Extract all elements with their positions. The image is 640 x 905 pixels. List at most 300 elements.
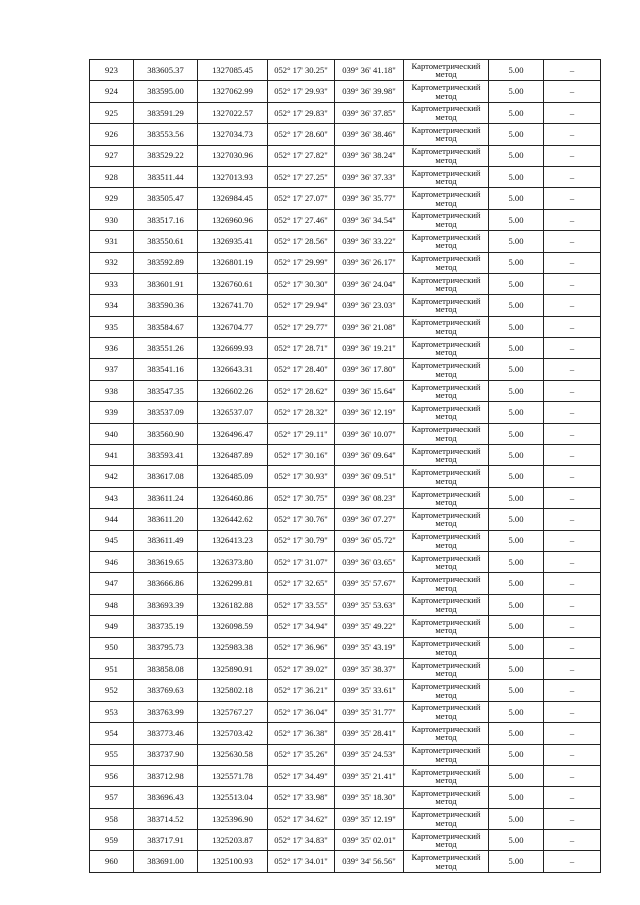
cell-latitude: 052° 17' 30.25" [268,60,335,81]
cell-x-coordinate: 383611.20 [134,509,198,530]
cell-x-coordinate: 383551.26 [134,338,198,359]
cell-x-coordinate: 383529.22 [134,145,198,166]
cell-longitude: 039° 34' 56.56" [335,851,404,872]
cell-latitude: 052° 17' 28.32" [268,402,335,423]
table-row [90,145,601,166]
cell-note: – [544,723,601,744]
cell-y-coordinate: 1325802.18 [198,680,268,701]
cell-latitude: 052° 17' 27.82" [268,145,335,166]
cell-note: – [544,359,601,380]
cell-note: – [544,166,601,187]
cell-y-coordinate: 1326704.77 [198,316,268,337]
cell-x-coordinate: 383712.98 [134,765,198,786]
cell-latitude: 052° 17' 36.04" [268,701,335,722]
cell-accuracy: 5.00 [489,231,544,252]
cell-note: – [544,509,601,530]
cell-note: – [544,765,601,786]
cell-accuracy: 5.00 [489,60,544,81]
cell-longitude: 039° 35' 33.61" [335,680,404,701]
cell-accuracy: 5.00 [489,124,544,145]
cell-note: – [544,616,601,637]
table-row [90,637,601,658]
cell-longitude: 039° 36' 37.85" [335,102,404,123]
cell-accuracy: 5.00 [489,209,544,230]
cell-x-coordinate: 383763.99 [134,701,198,722]
cell-point-number: 934 [90,295,134,316]
table-row [90,102,601,123]
cell-latitude: 052° 17' 29.83" [268,102,335,123]
cell-longitude: 039° 35' 12.19" [335,808,404,829]
cell-y-coordinate: 1325203.87 [198,830,268,851]
cell-method: Картометрический метод [404,359,489,380]
cell-method: Картометрический метод [404,295,489,316]
cell-longitude: 039° 36' 34.54" [335,209,404,230]
cell-method: Картометрический метод [404,637,489,658]
cell-latitude: 052° 17' 36.38" [268,723,335,744]
table-row [90,551,601,572]
cell-point-number: 950 [90,637,134,658]
cell-accuracy: 5.00 [489,252,544,273]
cell-method: Картометрический метод [404,231,489,252]
coordinates-table [89,59,601,873]
cell-longitude: 039° 36' 24.04" [335,273,404,294]
cell-longitude: 039° 36' 17.80" [335,359,404,380]
cell-y-coordinate: 1326098.59 [198,616,268,637]
cell-y-coordinate: 1327062.99 [198,81,268,102]
cell-longitude: 039° 36' 33.22" [335,231,404,252]
cell-accuracy: 5.00 [489,81,544,102]
cell-point-number: 947 [90,573,134,594]
cell-point-number: 928 [90,166,134,187]
cell-longitude: 039° 36' 41.18" [335,60,404,81]
cell-point-number: 960 [90,851,134,872]
cell-longitude: 039° 35' 57.67" [335,573,404,594]
cell-method: Картометрический метод [404,658,489,679]
cell-latitude: 052° 17' 29.11" [268,423,335,444]
cell-y-coordinate: 1327013.93 [198,166,268,187]
cell-accuracy: 5.00 [489,551,544,572]
cell-point-number: 927 [90,145,134,166]
cell-method: Картометрический метод [404,851,489,872]
cell-longitude: 039° 36' 12.19" [335,402,404,423]
cell-x-coordinate: 383537.09 [134,402,198,423]
cell-x-coordinate: 383590.36 [134,295,198,316]
cell-point-number: 957 [90,787,134,808]
cell-y-coordinate: 1326460.86 [198,487,268,508]
cell-y-coordinate: 1326760.61 [198,273,268,294]
cell-method: Картометрический метод [404,830,489,851]
cell-x-coordinate: 383550.61 [134,231,198,252]
cell-x-coordinate: 383595.00 [134,81,198,102]
cell-note: – [544,124,601,145]
cell-longitude: 039° 35' 53.63" [335,594,404,615]
cell-note: – [544,338,601,359]
cell-x-coordinate: 383769.63 [134,680,198,701]
table-row [90,209,601,230]
cell-point-number: 925 [90,102,134,123]
cell-latitude: 052° 17' 30.16" [268,445,335,466]
table-row [90,808,601,829]
cell-accuracy: 5.00 [489,701,544,722]
cell-accuracy: 5.00 [489,851,544,872]
table-row [90,723,601,744]
cell-x-coordinate: 383605.37 [134,60,198,81]
cell-accuracy: 5.00 [489,787,544,808]
cell-x-coordinate: 383858.08 [134,658,198,679]
cell-x-coordinate: 383693.39 [134,594,198,615]
cell-y-coordinate: 1327085.45 [198,60,268,81]
cell-point-number: 959 [90,830,134,851]
cell-accuracy: 5.00 [489,487,544,508]
cell-y-coordinate: 1327030.96 [198,145,268,166]
cell-accuracy: 5.00 [489,573,544,594]
cell-method: Картометрический метод [404,316,489,337]
cell-accuracy: 5.00 [489,530,544,551]
cell-x-coordinate: 383611.24 [134,487,198,508]
cell-y-coordinate: 1326699.93 [198,338,268,359]
table-row [90,487,601,508]
cell-y-coordinate: 1325100.93 [198,851,268,872]
cell-note: – [544,295,601,316]
cell-latitude: 052° 17' 34.62" [268,808,335,829]
cell-method: Картометрический метод [404,145,489,166]
cell-longitude: 039° 36' 23.03" [335,295,404,316]
cell-point-number: 948 [90,594,134,615]
cell-x-coordinate: 383560.90 [134,423,198,444]
cell-accuracy: 5.00 [489,466,544,487]
cell-method: Картометрический метод [404,402,489,423]
cell-x-coordinate: 383717.91 [134,830,198,851]
cell-method: Картометрический метод [404,594,489,615]
cell-x-coordinate: 383541.16 [134,359,198,380]
cell-method: Картометрический метод [404,701,489,722]
cell-accuracy: 5.00 [489,380,544,401]
cell-accuracy: 5.00 [489,445,544,466]
cell-longitude: 039° 35' 38.37" [335,658,404,679]
cell-x-coordinate: 383666.86 [134,573,198,594]
cell-method: Картометрический метод [404,380,489,401]
cell-y-coordinate: 1326643.31 [198,359,268,380]
cell-longitude: 039° 35' 21.41" [335,765,404,786]
cell-point-number: 953 [90,701,134,722]
table-row [90,765,601,786]
cell-accuracy: 5.00 [489,102,544,123]
cell-longitude: 039° 36' 39.98" [335,81,404,102]
cell-note: – [544,316,601,337]
cell-method: Картометрический метод [404,765,489,786]
cell-method: Картометрический метод [404,680,489,701]
cell-latitude: 052° 17' 29.99" [268,252,335,273]
cell-y-coordinate: 1326485.09 [198,466,268,487]
cell-note: – [544,145,601,166]
cell-note: – [544,60,601,81]
cell-latitude: 052° 17' 27.25" [268,166,335,187]
cell-x-coordinate: 383619.65 [134,551,198,572]
cell-latitude: 052° 17' 30.75" [268,487,335,508]
cell-y-coordinate: 1327034.73 [198,124,268,145]
cell-note: – [544,273,601,294]
cell-method: Картометрический метод [404,551,489,572]
cell-x-coordinate: 383773.46 [134,723,198,744]
cell-accuracy: 5.00 [489,658,544,679]
cell-y-coordinate: 1325571.78 [198,765,268,786]
cell-x-coordinate: 383696.43 [134,787,198,808]
cell-y-coordinate: 1325983.38 [198,637,268,658]
cell-longitude: 039° 36' 21.08" [335,316,404,337]
cell-x-coordinate: 383591.29 [134,102,198,123]
cell-y-coordinate: 1326496.47 [198,423,268,444]
table-row [90,359,601,380]
cell-latitude: 052° 17' 30.79" [268,530,335,551]
cell-y-coordinate: 1326960.96 [198,209,268,230]
cell-latitude: 052° 17' 31.07" [268,551,335,572]
cell-y-coordinate: 1326413.23 [198,530,268,551]
cell-point-number: 937 [90,359,134,380]
cell-latitude: 052° 17' 29.93" [268,81,335,102]
table-row [90,60,601,81]
cell-note: – [544,594,601,615]
cell-latitude: 052° 17' 32.65" [268,573,335,594]
table-row [90,166,601,187]
cell-note: – [544,102,601,123]
cell-note: – [544,380,601,401]
cell-note: – [544,551,601,572]
table-row [90,338,601,359]
cell-note: – [544,680,601,701]
cell-latitude: 052° 17' 36.96" [268,637,335,658]
cell-note: – [544,658,601,679]
cell-latitude: 052° 17' 29.94" [268,295,335,316]
table-row [90,380,601,401]
cell-longitude: 039° 36' 15.64" [335,380,404,401]
table-row [90,744,601,765]
cell-x-coordinate: 383505.47 [134,188,198,209]
cell-y-coordinate: 1325767.27 [198,701,268,722]
table-row [90,573,601,594]
table-row [90,616,601,637]
cell-y-coordinate: 1327022.57 [198,102,268,123]
cell-latitude: 052° 17' 34.49" [268,765,335,786]
cell-y-coordinate: 1325890.91 [198,658,268,679]
cell-note: – [544,466,601,487]
table-row [90,787,601,808]
cell-latitude: 052° 17' 28.62" [268,380,335,401]
cell-note: – [544,701,601,722]
cell-point-number: 949 [90,616,134,637]
cell-note: – [544,402,601,423]
cell-method: Картометрический метод [404,808,489,829]
cell-latitude: 052° 17' 30.30" [268,273,335,294]
cell-note: – [544,81,601,102]
cell-y-coordinate: 1326487.89 [198,445,268,466]
cell-y-coordinate: 1326602.26 [198,380,268,401]
cell-longitude: 039° 35' 28.41" [335,723,404,744]
table-row [90,273,601,294]
table-row [90,252,601,273]
cell-x-coordinate: 383714.52 [134,808,198,829]
cell-accuracy: 5.00 [489,295,544,316]
cell-accuracy: 5.00 [489,166,544,187]
cell-accuracy: 5.00 [489,765,544,786]
cell-x-coordinate: 383691.00 [134,851,198,872]
cell-latitude: 052° 17' 29.77" [268,316,335,337]
cell-point-number: 940 [90,423,134,444]
cell-latitude: 052° 17' 34.01" [268,851,335,872]
cell-method: Картометрический метод [404,744,489,765]
cell-latitude: 052° 17' 27.07" [268,188,335,209]
cell-accuracy: 5.00 [489,744,544,765]
cell-longitude: 039° 35' 18.30" [335,787,404,808]
cell-latitude: 052° 17' 34.83" [268,830,335,851]
cell-method: Картометрический метод [404,616,489,637]
cell-accuracy: 5.00 [489,359,544,380]
cell-method: Картометрический метод [404,466,489,487]
cell-note: – [544,209,601,230]
cell-latitude: 052° 17' 34.94" [268,616,335,637]
cell-accuracy: 5.00 [489,273,544,294]
cell-accuracy: 5.00 [489,509,544,530]
cell-accuracy: 5.00 [489,316,544,337]
table-row [90,295,601,316]
cell-longitude: 039° 36' 19.21" [335,338,404,359]
cell-method: Картометрический метод [404,102,489,123]
cell-x-coordinate: 383593.41 [134,445,198,466]
cell-point-number: 951 [90,658,134,679]
cell-x-coordinate: 383601.91 [134,273,198,294]
cell-y-coordinate: 1326182.88 [198,594,268,615]
cell-note: – [544,744,601,765]
table-row [90,423,601,444]
cell-longitude: 039° 36' 38.46" [335,124,404,145]
cell-point-number: 958 [90,808,134,829]
cell-point-number: 929 [90,188,134,209]
cell-longitude: 039° 35' 31.77" [335,701,404,722]
cell-latitude: 052° 17' 28.40" [268,359,335,380]
cell-longitude: 039° 36' 03.65" [335,551,404,572]
cell-method: Картометрический метод [404,252,489,273]
cell-method: Картометрический метод [404,423,489,444]
cell-point-number: 945 [90,530,134,551]
cell-x-coordinate: 383547.35 [134,380,198,401]
cell-point-number: 930 [90,209,134,230]
cell-y-coordinate: 1325630.58 [198,744,268,765]
cell-method: Картометрический метод [404,60,489,81]
cell-accuracy: 5.00 [489,808,544,829]
cell-latitude: 052° 17' 27.46" [268,209,335,230]
cell-latitude: 052° 17' 28.71" [268,338,335,359]
cell-x-coordinate: 383737.90 [134,744,198,765]
cell-longitude: 039° 35' 24.53" [335,744,404,765]
cell-x-coordinate: 383584.67 [134,316,198,337]
table-row [90,851,601,872]
cell-note: – [544,487,601,508]
cell-point-number: 946 [90,551,134,572]
cell-note: – [544,188,601,209]
cell-x-coordinate: 383617.08 [134,466,198,487]
cell-x-coordinate: 383735.19 [134,616,198,637]
cell-note: – [544,830,601,851]
cell-point-number: 954 [90,723,134,744]
cell-y-coordinate: 1325513.04 [198,787,268,808]
cell-note: – [544,231,601,252]
cell-x-coordinate: 383611.49 [134,530,198,551]
table-row [90,231,601,252]
cell-point-number: 923 [90,60,134,81]
cell-x-coordinate: 383553.56 [134,124,198,145]
cell-latitude: 052° 17' 30.93" [268,466,335,487]
cell-point-number: 938 [90,380,134,401]
cell-accuracy: 5.00 [489,188,544,209]
cell-longitude: 039° 35' 43.19" [335,637,404,658]
cell-y-coordinate: 1326373.80 [198,551,268,572]
table-row [90,402,601,423]
cell-longitude: 039° 35' 49.22" [335,616,404,637]
table-row [90,594,601,615]
cell-longitude: 039° 36' 07.27" [335,509,404,530]
cell-y-coordinate: 1326935.41 [198,231,268,252]
cell-method: Картометрический метод [404,124,489,145]
cell-x-coordinate: 383511.44 [134,166,198,187]
cell-point-number: 933 [90,273,134,294]
cell-point-number: 956 [90,765,134,786]
table-row [90,188,601,209]
cell-method: Картометрический метод [404,166,489,187]
cell-note: – [544,530,601,551]
table-row [90,316,601,337]
cell-method: Картометрический метод [404,209,489,230]
cell-note: – [544,573,601,594]
cell-accuracy: 5.00 [489,830,544,851]
cell-longitude: 039° 36' 37.33" [335,166,404,187]
cell-accuracy: 5.00 [489,616,544,637]
cell-method: Картометрический метод [404,530,489,551]
coordinates-table-body [90,60,601,873]
table-row [90,701,601,722]
table-row [90,658,601,679]
cell-point-number: 941 [90,445,134,466]
cell-longitude: 039° 36' 05.72" [335,530,404,551]
cell-longitude: 039° 36' 10.07" [335,423,404,444]
cell-y-coordinate: 1326984.45 [198,188,268,209]
table-row [90,530,601,551]
table-row [90,445,601,466]
cell-method: Картометрический метод [404,188,489,209]
cell-latitude: 052° 17' 39.02" [268,658,335,679]
cell-point-number: 936 [90,338,134,359]
cell-y-coordinate: 1325396.90 [198,808,268,829]
cell-note: – [544,423,601,444]
cell-note: – [544,851,601,872]
table-row [90,830,601,851]
cell-point-number: 944 [90,509,134,530]
cell-point-number: 932 [90,252,134,273]
cell-method: Картометрический метод [404,445,489,466]
cell-method: Картометрический метод [404,509,489,530]
cell-latitude: 052° 17' 30.76" [268,509,335,530]
cell-latitude: 052° 17' 33.55" [268,594,335,615]
cell-method: Картометрический метод [404,787,489,808]
cell-latitude: 052° 17' 28.56" [268,231,335,252]
cell-point-number: 924 [90,81,134,102]
cell-accuracy: 5.00 [489,723,544,744]
cell-note: – [544,252,601,273]
cell-method: Картометрический метод [404,81,489,102]
cell-point-number: 942 [90,466,134,487]
cell-y-coordinate: 1326442.62 [198,509,268,530]
cell-latitude: 052° 17' 28.60" [268,124,335,145]
cell-y-coordinate: 1326537.07 [198,402,268,423]
cell-longitude: 039° 36' 09.64" [335,445,404,466]
